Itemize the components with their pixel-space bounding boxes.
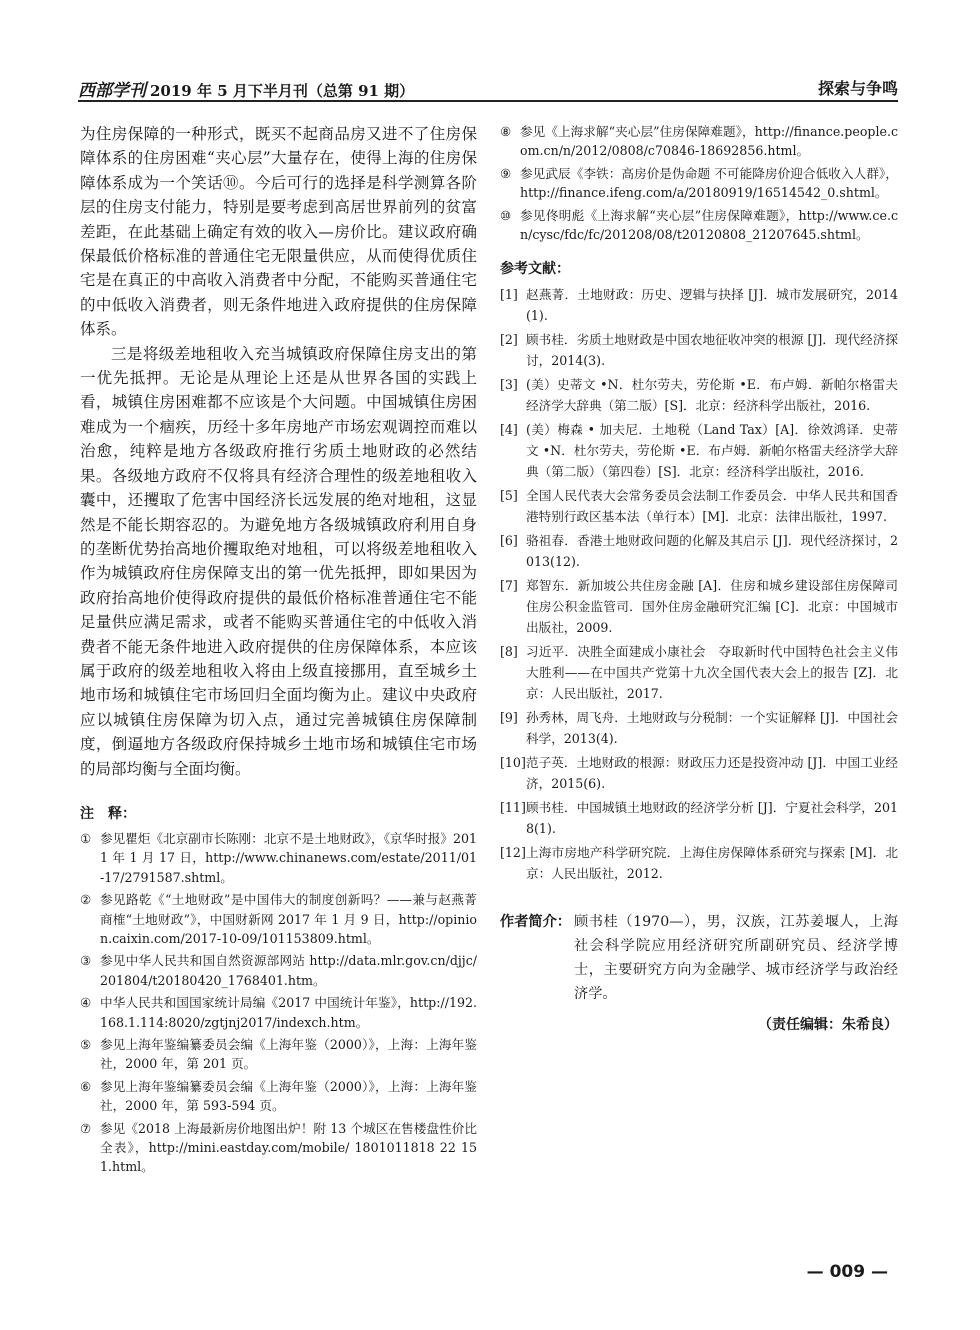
reference-mark: [10] bbox=[500, 755, 526, 771]
reference-text: 顾书桂．劣质土地财政是中国农地征收冲突的根源 [J]．现代经济探讨，2014(3). bbox=[526, 332, 898, 369]
reference-text: (美）史蒂文 •N．杜尔劳夫，劳伦斯 •E．布卢姆．新帕尔格雷夫经济学大辞典（第二版）[S]．北京：经济科学出版社，2016. bbox=[526, 377, 898, 414]
reference-item bbox=[500, 485, 898, 527]
reference-text: 上海市房地产科学研究院．上海住房保障体系研究与探索 [M]．北京：人民出版社，2012. bbox=[526, 845, 898, 882]
note-item bbox=[80, 951, 477, 990]
note-text: 参见《2018 上海最新房价地图出炉！附 13 个城区在售楼盘性价比全表》，http://mini.eastday.com/mobile/ 1801011818 22 151.html。 bbox=[100, 1120, 477, 1175]
note-text: 参见路乾《“土地财政”是中国伟大的制度创新吗？——兼与赵燕菁商榷“土地财政”》，中国财新网 2017 年 1 月 9 日，http://opinion.caixin.com/2017-10-09/101153809.html。 bbox=[100, 892, 477, 946]
reference-mark: [12] bbox=[500, 845, 526, 861]
reference-mark: [5] bbox=[500, 488, 518, 504]
notes-list bbox=[80, 829, 477, 1177]
reference-item bbox=[500, 419, 898, 482]
note-text: 参见上海年鉴编纂委员会编《上海年鉴（2000）》，上海：上海年鉴社，2000 年，第 593-594 页。 bbox=[100, 1078, 477, 1114]
reference-text: 赵燕菁．土地财政：历史、逻辑与抉择 [J]．城市发展研究，2014(1). bbox=[526, 287, 898, 324]
reference-mark: [9] bbox=[500, 710, 518, 726]
reference-text: 孙秀林，周飞舟．土地财政与分税制：一个实证解释 [J]．中国社会科学，2013(4). bbox=[526, 710, 898, 747]
reference-item bbox=[500, 284, 898, 326]
references-title: 参考文献： bbox=[500, 261, 570, 278]
reference-text: 顾书桂．中国城镇土地财政的经济学分析 [J]．宁夏社会科学，2018(1). bbox=[526, 800, 898, 837]
journal-logo: 西部学刊 bbox=[78, 81, 146, 101]
author-bio-label: 作者简介： bbox=[500, 914, 571, 931]
reference-text: 骆祖春．香港土地财政问题的化解及其启示 [J]．现代经济探讨，2013(12). bbox=[526, 533, 898, 570]
reference-item bbox=[500, 707, 898, 749]
page-header bbox=[78, 72, 898, 102]
reference-mark: [8] bbox=[500, 644, 518, 660]
body-paragraph: 为住房保障的一种形式，既买不起商品房又进不了住房保障体系的住房困难“夹心层”大量存在，使得上海的住房保障体系成为一个笑话⑩。今后可行的选择是科学测算各阶层的住房支付能力，特别是要考虑到高居世界前列的贫富差距，在此基础上确定有效的收入—房价比。建议政府确保最低价格标准的普通住宅无限量供应，从而使得优质住宅是在真正的中高收入消费者中分配，不能购买普通住宅的中低收入消费者，则无条件地进入政府提供的住房保障体系。 bbox=[80, 125, 477, 339]
reference-text: 习近平．决胜全面建成小康社会 夺取新时代中国特色社会主义伟大胜利——在中国共产党第十九次全国代表大会上的报告 [Z]．北京：人民出版社，2017. bbox=[526, 644, 898, 702]
page-number: — 009 — bbox=[806, 1262, 888, 1282]
notes-title: 注 释： bbox=[80, 805, 136, 822]
note-item bbox=[80, 829, 477, 887]
note-mark: ⑨ bbox=[500, 165, 512, 181]
left-column bbox=[80, 122, 477, 1180]
note-text: 参见瞿炬《北京副市长陈刚：北京不是土地财政》，《京华时报》2011 年 1 月 17 日，http://www.chinanews.com/estate/2011/01-17/2791587.shtml。 bbox=[100, 830, 477, 885]
reference-text: 范子英．土地财政的根源：财政压力还是投资冲动 [J]．中国工业经济，2015(6). bbox=[526, 755, 898, 792]
note-item bbox=[80, 1077, 477, 1116]
reference-text: (美）梅森 • 加夫尼．土地税（Land Tax）[A]．徐效鸿译．史蒂文 •N．杜尔劳夫，劳伦斯 •E．布卢姆．新帕尔格雷夫经济学大辞典（第二版）（第四卷）[S]．北京：经济科学出版社，2016. bbox=[526, 422, 898, 480]
reference-text: 郑智东．新加坡公共住房金融 [A]．住房和城乡建设部住房保障司住房公积金监管司．国外住房金融研究汇编 [C]．北京：中国城市出版社，2009. bbox=[526, 578, 898, 636]
note-mark: ④ bbox=[80, 995, 92, 1011]
responsible-editor: （责任编辑：朱希良） bbox=[758, 1017, 898, 1034]
note-item bbox=[80, 993, 477, 1032]
note-item bbox=[80, 890, 477, 948]
reference-mark: [7] bbox=[500, 578, 518, 594]
issue-label: 2019 年 5 月下半月刊（总第 91 期） bbox=[150, 82, 415, 100]
header-rule bbox=[78, 100, 898, 102]
note-text: 参见佟明彪《上海求解“夹心层”住房保障难题》，http://www.ce.cn/cysc/fdc/fc/201208/08/t20120808_21207645.shtml。 bbox=[520, 207, 898, 243]
reference-item bbox=[500, 374, 898, 416]
section-label: 探索与争鸣 bbox=[817, 79, 898, 98]
reference-mark: [4] bbox=[500, 422, 518, 438]
reference-mark: [3] bbox=[500, 377, 518, 393]
note-text: 参见中华人民共和国自然资源部网站 http://data.mlr.gov.cn/djjc/201804/t20180420_1768401.htm。 bbox=[100, 953, 477, 988]
note-mark: ③ bbox=[80, 953, 92, 969]
right-column bbox=[500, 122, 898, 1034]
reference-item bbox=[500, 530, 898, 572]
reference-mark: [6] bbox=[500, 533, 518, 549]
reference-item bbox=[500, 329, 898, 371]
note-mark: ⑥ bbox=[80, 1078, 92, 1094]
notes-list-continued bbox=[500, 122, 898, 244]
note-mark: ⑩ bbox=[500, 207, 512, 223]
reference-text: 全国人民代表大会常务委员会法制工作委员会．中华人民共和国香港特别行政区基本法（单行本）[M]．北京：法律出版社，1997. bbox=[526, 488, 898, 525]
body-paragraph: 三是将级差地租收入充当城镇政府保障住房支出的第一优先抵押。无论是从理论上还是从世界各国的实践上看，城镇住房困难都不应该是个大问题。中国城镇住房困难成为一个痼疾，历经十多年房地产市场宏观调控而难以治愈，纯粹是地方各级政府推行劣质土地财政的必然结果。各级地方政府不仅将具有经济合理性的级差地租收入囊中，还攫取了危害中国经济长远发展的绝对地租，这显然是不能长期容忍的。为避免地方各级城镇政府利用自身的垄断优势抬高地价攫取绝对地租，可以将级差地租收入作为城镇政府住房保障支出的第一优先抵押，即如果因为政府抬高地价使得政府提供的最低价格标准普通住宅不能足量供应满足需求，或者不能购买普通住宅的中低收入消费者不能无条件地进入政府提供的住房保障体系，本应该属于政府的级差地租收入将由上级直接挪用，直至城乡土地市场和城镇住宅市场回归全面均衡为止。建议中央政府应以城镇住房保障为切入点，通过完善城镇住房保障制度，倒逼地方各级政府保持城乡土地市场和城镇住宅市场的局部均衡与全面均衡。 bbox=[80, 344, 477, 778]
reference-item bbox=[500, 575, 898, 638]
reference-mark: [2] bbox=[500, 332, 518, 348]
note-mark: ⑧ bbox=[500, 124, 512, 139]
reference-item bbox=[500, 842, 898, 884]
note-mark: ② bbox=[80, 892, 92, 908]
note-mark: ⑦ bbox=[80, 1120, 92, 1136]
author-bio-text: 顾书桂（1970—），男，汉族，江苏姜堰人，上海社会科学院应用经济研究所副研究员、经济学博士，主要研究方向为金融学、城市经济学与政治经济学。 bbox=[574, 914, 898, 1003]
note-text: 参见武辰《李铁：高房价是伪命题 不可能降房价迎合低收入人群》，http://finance.ifeng.com/a/20180919/16514542_0.shtml。 bbox=[520, 165, 898, 201]
reference-mark: [1] bbox=[500, 287, 518, 303]
note-item bbox=[80, 1119, 477, 1177]
note-item bbox=[80, 1035, 477, 1074]
note-mark: ⑤ bbox=[80, 1037, 92, 1053]
note-item bbox=[500, 164, 898, 203]
note-text: 参见上海年鉴编纂委员会编《上海年鉴（2000）》，上海：上海年鉴社，2000 年，第 201 页。 bbox=[100, 1037, 477, 1072]
note-item bbox=[500, 122, 898, 161]
note-text: 中华人民共和国国家统计局编《2017 中国统计年鉴》，http://192.168.1.114:8020/zgtjnj2017/indexch.htm。 bbox=[100, 995, 477, 1030]
references-list bbox=[500, 284, 898, 884]
reference-item bbox=[500, 797, 898, 839]
note-item bbox=[500, 206, 898, 245]
note-mark: ① bbox=[80, 830, 92, 846]
reference-mark: [11] bbox=[500, 800, 526, 816]
reference-item bbox=[500, 752, 898, 794]
journal-info bbox=[78, 76, 414, 101]
reference-item bbox=[500, 641, 898, 704]
note-text: 参见《上海求解“夹心层”住房保障难题》，http://finance.people.com.cn/n/2012/0808/c70846-18692856.html。 bbox=[520, 124, 898, 159]
author-bio bbox=[500, 910, 898, 1006]
